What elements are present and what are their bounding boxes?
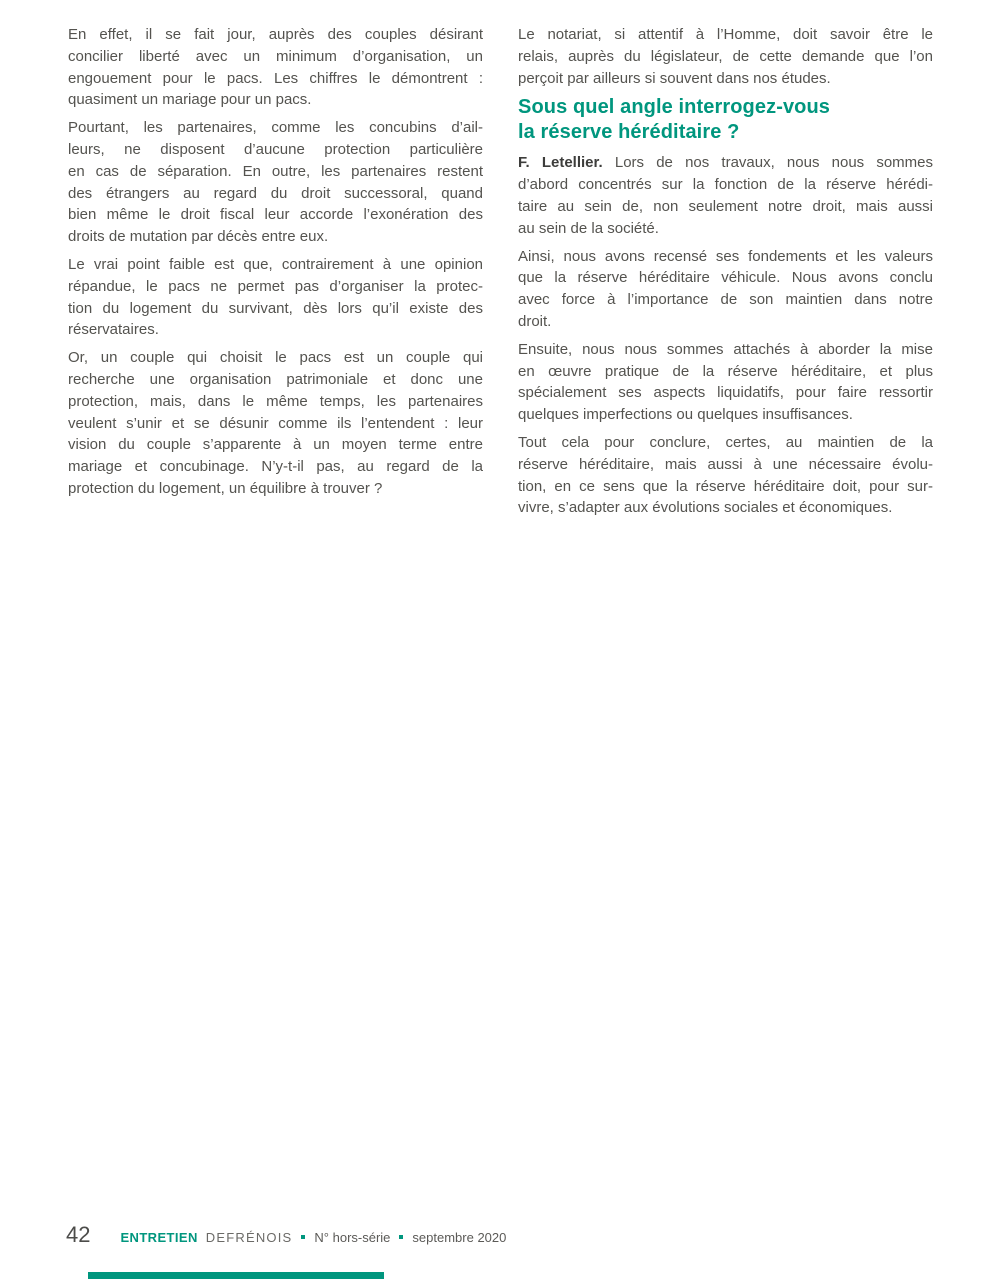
text-line: droit.: [518, 312, 552, 330]
paragraph: [68, 117, 483, 248]
publication-name: DEFRÉNOIS: [205, 1230, 293, 1245]
text-line: Tout cela pour conclure, certes, au maintien de la: [518, 433, 933, 451]
text-line: taire au sein de, non seulement notre droit, mais aussi: [518, 197, 933, 215]
paragraph: [68, 24, 483, 111]
text-line: leurs, ne disposent d’aucune protection particulière: [68, 140, 483, 158]
text-line: droits de mutation par décès entre eux.: [68, 228, 329, 246]
text-line: quelques imperfections ou quelques insuffisances.: [518, 406, 853, 424]
text-line: concilier liberté avec un minimum d’organisation, un: [68, 47, 483, 65]
text-line: protection du logement, un équilibre à trouver ?: [68, 479, 383, 497]
text-line: tion, en ce sens que la réserve héréditaire doit, pour sur-: [518, 477, 933, 495]
text-line: répandue, le pacs ne permet pas d’organiser la protec-: [68, 277, 483, 295]
text-line: réserve héréditaire, mais aussi à une nécessaire évolu-: [518, 455, 933, 473]
paragraph: [68, 347, 483, 500]
text-line: engouement pour le pacs. Les chiffres le démontrent :: [68, 69, 483, 87]
bottom-accent-bar: [88, 1272, 384, 1279]
text-line: en œuvre pratique de la réserve héréditaire, et plus: [518, 362, 933, 380]
text-line: F. Letellier. Lors de nos travaux, nous nous sommes: [518, 154, 933, 172]
heading-line: Sous quel angle interrogez-vous: [518, 96, 831, 119]
text-line: vision du couple s’apparente à un moyen terme entre: [68, 436, 483, 454]
text-line: Le notariat, si attentif à l’Homme, doit savoir être le: [518, 26, 933, 43]
text-line: bien même le droit fiscal leur accorde l’exonération des: [68, 206, 483, 224]
section-heading: [518, 95, 933, 145]
text-line: En effet, il se fait jour, auprès des couples désirant: [68, 26, 483, 43]
text-line: Le vrai point faible est que, contrairement à une opinion: [68, 255, 483, 273]
paragraph: [68, 254, 483, 341]
text-line: spécialement ses aspects liquidatifs, pour faire ressortir: [518, 384, 933, 402]
text-line: d’abord concentrés sur la fonction de la réserve hérédi-: [518, 176, 933, 194]
text-line: quasiment un mariage pour un pacs.: [68, 91, 312, 109]
text-line: vivre, s’adapter aux évolutions sociales et économiques.: [518, 499, 893, 517]
text-line: Pourtant, les partenaires, comme les concubins d’ail-: [68, 119, 483, 137]
text-line: tion du logement du survivant, dès lors qu’il existe des: [68, 299, 483, 317]
text-line: mariage et concubinage. N’y-t-il pas, au regard de la: [68, 458, 483, 476]
text-line: relais, auprès du législateur, de cette demande que l’on: [518, 47, 933, 65]
text-line: recherche une organisation patrimoniale et donc une: [68, 370, 483, 388]
text-line: perçoit par ailleurs si souvent dans nos études.: [518, 69, 831, 87]
text-line: Or, un couple qui choisit le pacs est un couple qui: [68, 349, 483, 367]
heading-line: la réserve héréditaire ?: [518, 121, 740, 144]
paragraph: [518, 246, 933, 333]
square-bullet-icon: [301, 1235, 305, 1239]
text-line: veulent s’unir et se désunir comme ils l’entendent : leur: [68, 414, 483, 432]
paragraph: [518, 432, 933, 519]
text-line: au sein de la société.: [518, 219, 659, 237]
paragraph: [518, 339, 933, 426]
text-line: Ensuite, nous nous sommes attachés à aborder la mise: [518, 340, 933, 358]
text-line: que la réserve héréditaire véhicule. Nous avons conclu: [518, 269, 933, 287]
left-column: [68, 24, 483, 506]
speaker-name: F. Letellier.: [518, 154, 603, 172]
text-line: avec force à l’importance de son maintien dans notre: [518, 291, 933, 309]
page-number: 42: [66, 1222, 91, 1247]
issue-label: N° hors-série: [314, 1230, 391, 1245]
page-footer: [66, 1222, 506, 1248]
right-column: [518, 24, 933, 525]
paragraph: [518, 24, 933, 89]
section-label: ENTRETIEN: [120, 1230, 198, 1245]
text-line: en cas de séparation. En outre, les partenaires restent: [68, 162, 483, 180]
square-bullet-icon: [399, 1235, 403, 1239]
text-line: Ainsi, nous avons recensé ses fondements et les valeurs: [518, 247, 933, 265]
issue-date: septembre 2020: [412, 1230, 507, 1245]
text-line: réservataires.: [68, 321, 159, 339]
text-line: des étrangers au regard du droit successoral, quand: [68, 184, 483, 202]
paragraph: [518, 152, 933, 239]
text-line: protection, mais, dans le même temps, les partenaires: [68, 392, 483, 410]
footer-meta: [120, 1230, 506, 1245]
